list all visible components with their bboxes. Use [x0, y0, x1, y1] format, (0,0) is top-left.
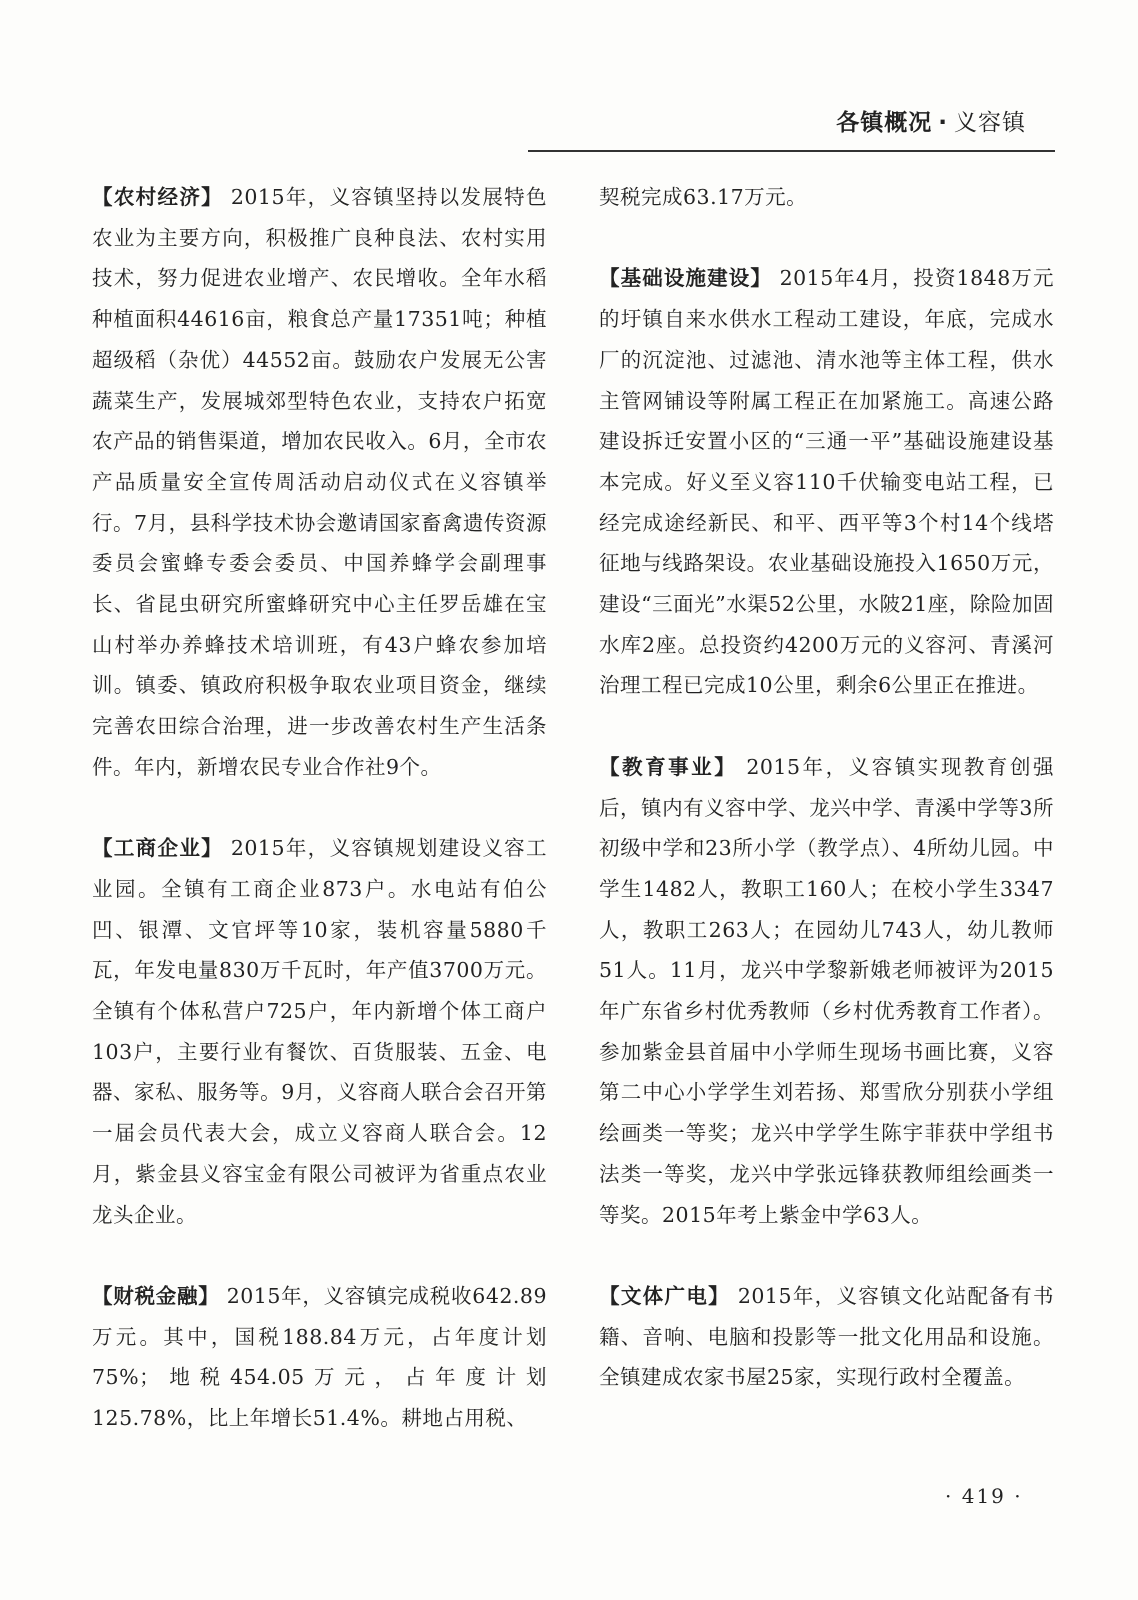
header-rule: [528, 150, 1055, 152]
paragraph-industry-commerce: [92, 828, 547, 1235]
header-section: 各镇概况: [836, 110, 933, 136]
paragraph-culture-sports: [599, 1276, 1054, 1398]
running-header: [836, 104, 1026, 137]
header-town: 义容镇: [954, 110, 1026, 136]
section-title: 【教育事业】: [599, 754, 738, 779]
section-title: 【基础设施建设】: [599, 266, 772, 291]
left-column: [92, 177, 547, 1439]
section-title: 【农村经济】: [92, 185, 223, 209]
section-text: 2015年，义容镇完成税收642.89万元。其中，国税188.84万元，占年度计划75%；地税454.05万元，占年度计划125.78%，比上年增长51.4%。耕地占用税、: [92, 1283, 548, 1431]
page-number: · 419 ·: [945, 1484, 1023, 1508]
paragraph-education: [599, 747, 1054, 1235]
section-text: 契税完成63.17万元。: [599, 185, 808, 209]
section-title: 【财税金融】: [92, 1283, 220, 1308]
section-title: 【工商企业】: [92, 836, 223, 861]
section-title: 【文体广电】: [599, 1283, 730, 1308]
paragraph-continued: [599, 177, 1054, 218]
right-column: [599, 177, 1054, 1398]
section-text: 2015年，义容镇实现教育创强后，镇内有义容中学、龙兴中学、青溪中学等3所初级中学和23所小学（教学点）、4所幼儿园。中学生1482人，教职工160人；在校小学生3347人，教职工263人；在园幼儿743人，幼儿教师51人。11月，龙兴中学黎新娥老师被评为2015年广东省乡村优秀教师（乡村优秀教育工作者）。参加紫金县首届中小学师生现场书画比赛，义容第二中心小学学生刘若扬、郑雪欣分别获小学组绘画类一等奖；龙兴中学学生陈宇菲获中学组书法类一等奖，龙兴中学张远锋获教师组绘画类一等奖。2015年考上紫金中学63人。: [599, 754, 1055, 1227]
paragraph-infrastructure: [599, 258, 1054, 706]
section-text: 2015年4月，投资1848万元的圩镇自来水供水工程动工建设，年底，完成水厂的沉淀池、过滤池、清水池等主体工程，供水主管网铺设等附属工程正在加紧施工。高速公路建设拆迁安置小区的“三通一平”基础设施建设基本完成。好义至义容110千伏输变电站工程，已经完成途经新民、和平、西平等3个村14个线塔征地与线路架设。农业基础设施投入1650万元，建设“三面光”水渠52公里，水陂21座，除险加固水库2座。总投资约4200万元的义容河、青溪河治理工程已完成10公里，剩余6公里正在推进。: [599, 266, 1055, 698]
paragraph-rural-economy: [92, 177, 547, 788]
paragraph-finance-tax: [92, 1276, 547, 1439]
section-text: 2015年，义容镇规划建设义容工业园。全镇有工商企业873户。水电站有伯公凹、银潭、文官坪等10家，装机容量5880千瓦，年发电量830万千瓦时，年产值3700万元。全镇有个体私营户725户，年内新增个体工商户103户，主要行业有餐饮、百货服装、五金、电器、家私、服务等。9月，义容商人联合会召开第一届会员代表大会，成立义容商人联合会。12月，紫金县义容宝金有限公司被评为省重点农业龙头企业。: [92, 836, 548, 1227]
section-text: 2015年，义容镇文化站配备有书籍、音响、电脑和投影等一批文化用品和设施。全镇建成农家书屋25家，实现行政村全覆盖。: [599, 1283, 1055, 1390]
header-dot: ·: [938, 110, 948, 136]
section-text: 2015年，义容镇坚持以发展特色农业为主要方向，积极推广良种良法、农村实用技术，努力促进农业增产、农民增收。全年水稻种植面积44616亩，粮食总产量17351吨；种植超级稻（杂优）44552亩。鼓励农户发展无公害蔬菜生产，发展城郊型特色农业，支持农户拓宽农产品的销售渠道，增加农民收入。6月，全市农产品质量安全宣传周活动启动仪式在义容镇举行。7月，县科学技术协会邀请国家畜禽遗传资源委员会蜜蜂专委会委员、中国养蜂学会副理事长、省昆虫研究所蜜蜂研究中心主任罗岳雄在宝山村举办养蜂技术培训班，有43户蜂农参加培训。镇委、镇政府积极争取农业项目资金，继续完善农田综合治理，进一步改善农村生产生活条件。年内，新增农民专业合作社9个。: [92, 185, 548, 779]
